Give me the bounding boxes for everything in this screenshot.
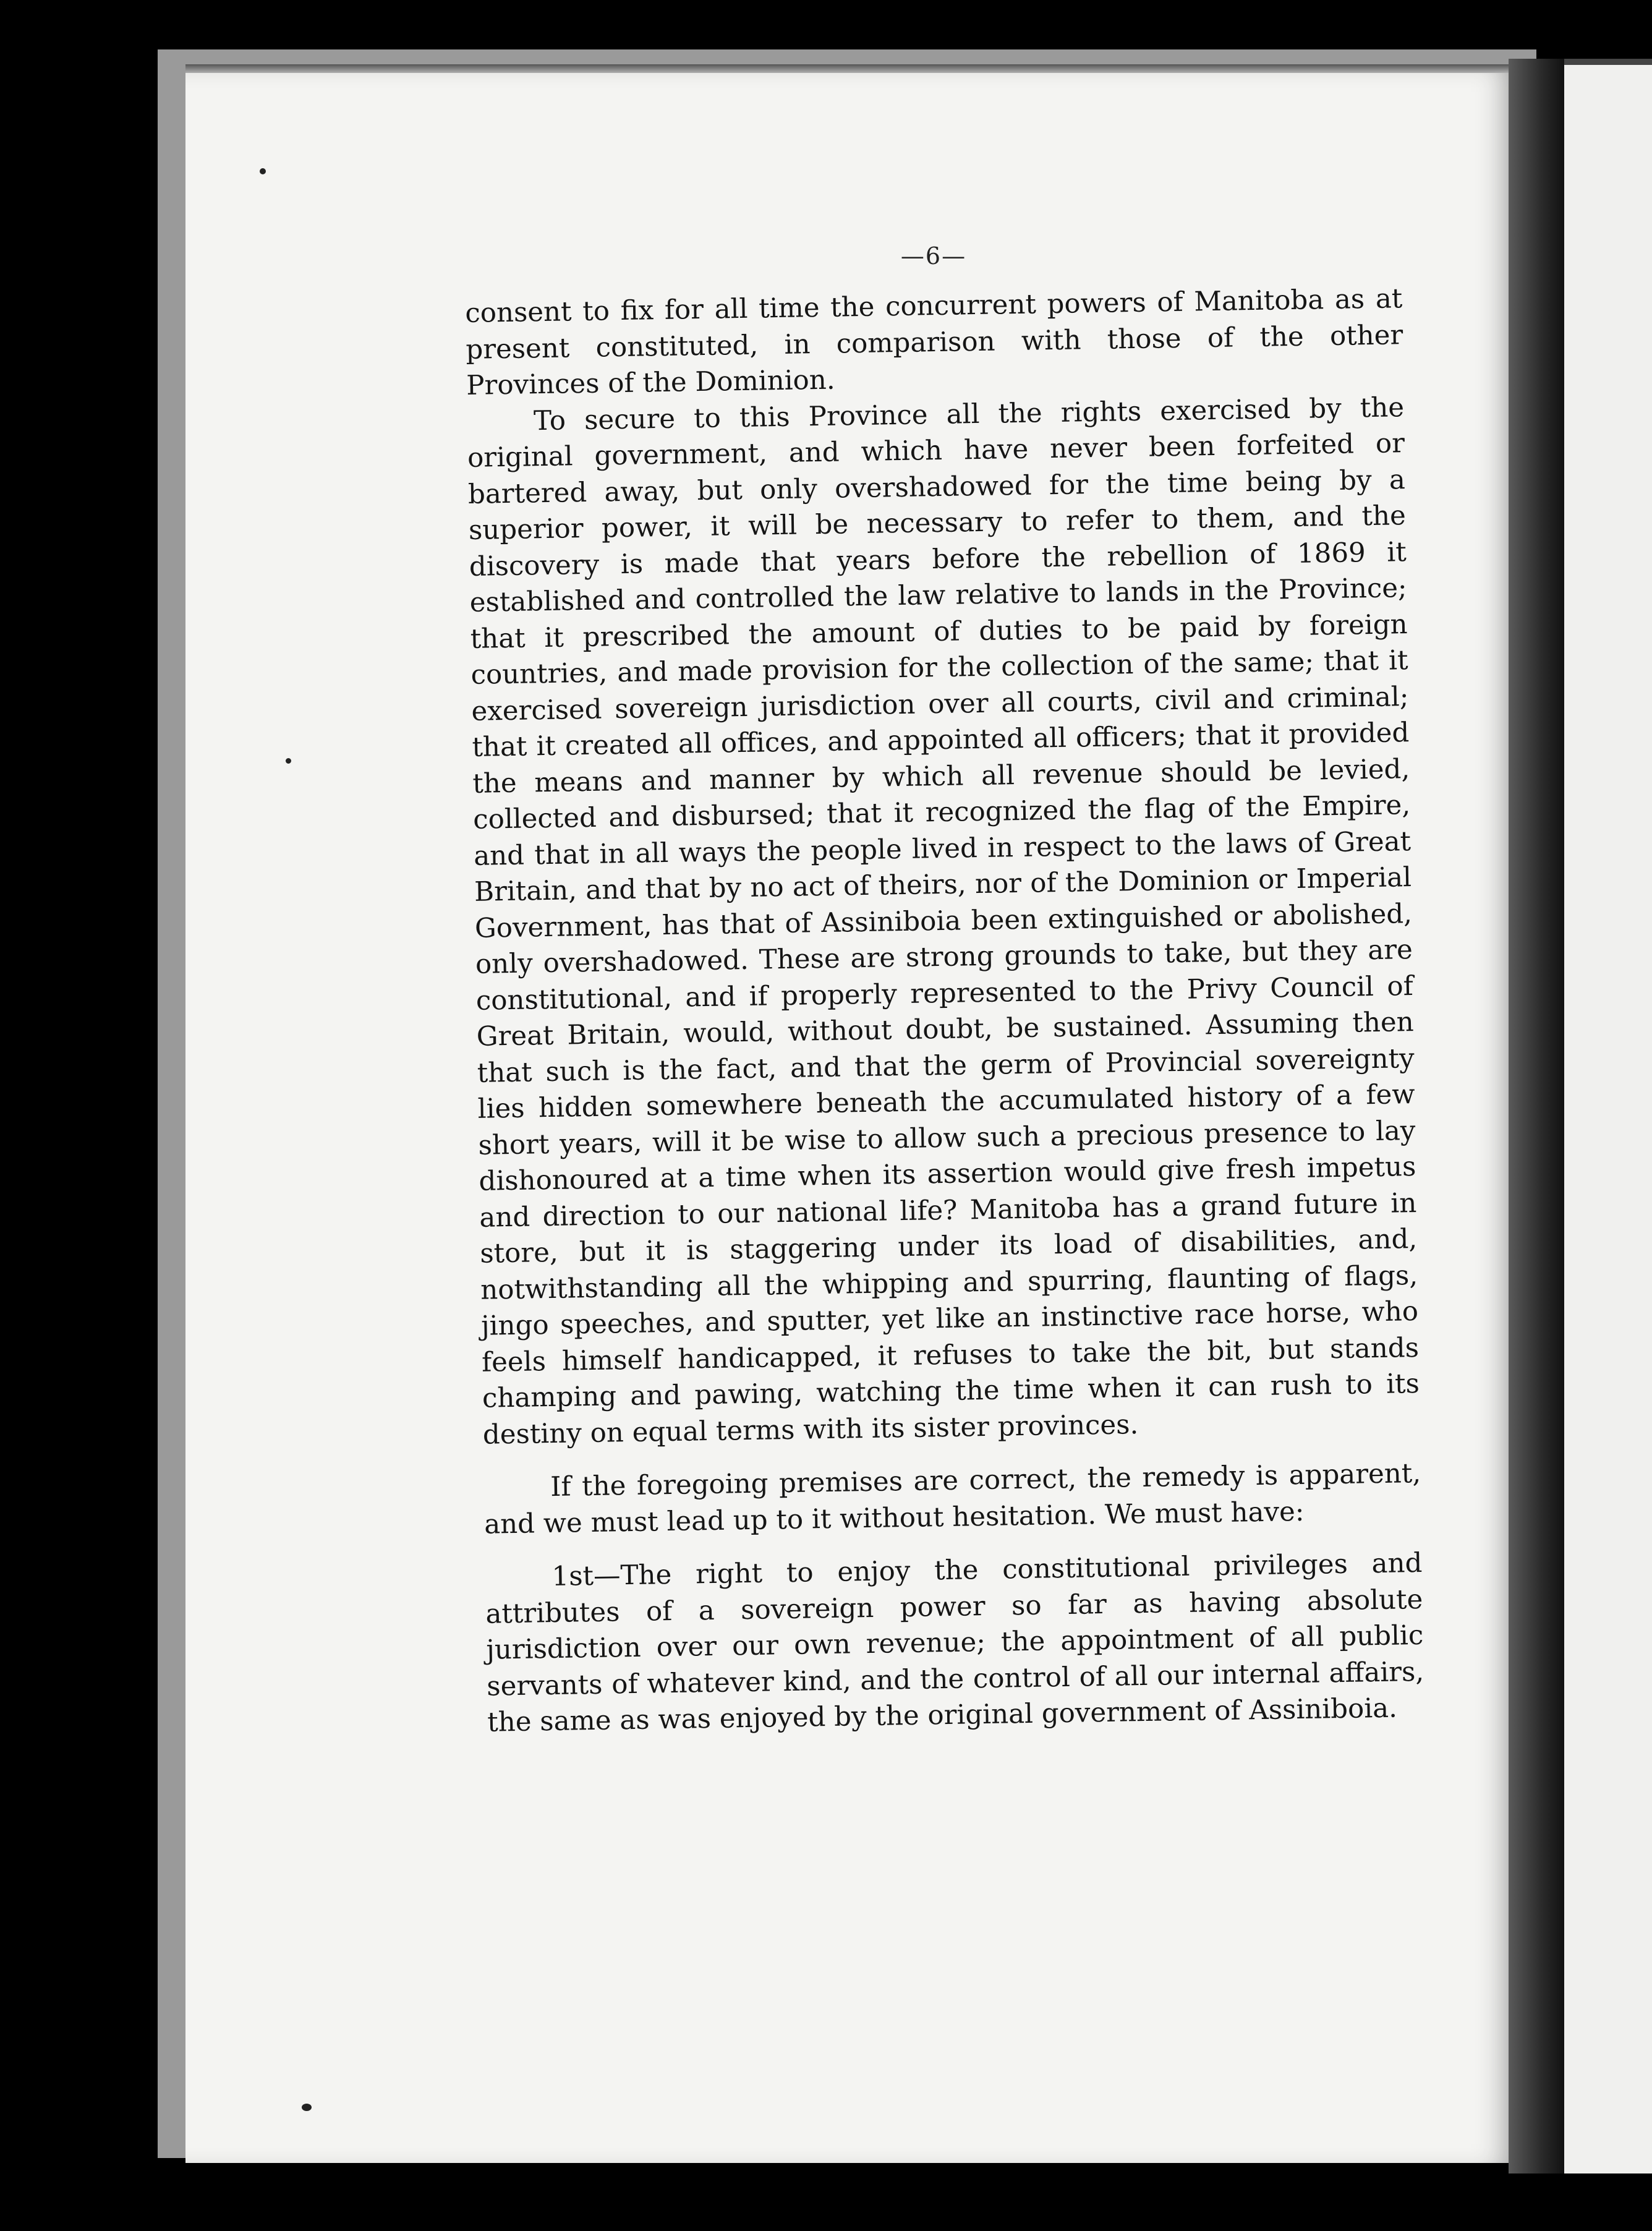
page-number: —6— (900, 242, 967, 270)
scan-speck (286, 758, 291, 764)
paragraph-2: To secure to this Province all the rights exercised by the original government, and which have never been forfeited or bartered away, but only overshadowed for the time being by a superior power, it will be necessary to refer to them, and the discovery is made that years before the rebellion of 1869 it established and controlled the law relative to lands in the Province; that it prescribed the amount of duties to be paid by foreign countries, and made provision for the collection of the same; that it exercised sovereign jurisdiction over all courts, civil and criminal; that it created all offices, and appointed all officers; that it provided the means and manner by which all revenue should be levied, collected and disbursed; that it recognized the flag of the Empire, and that in all ways the people lived in respect to the laws of Great Britain, and that by no act of theirs, nor of the Dominion or Imperial Government, has that of Assiniboia been extinguished or abolished, only overshadowed. These are strong grounds to take, but they are constitutional, and if properly represented to the Privy Council of Great Britain, would, without doubt, be sustained. Assuming then that such is the fact, and that the germ of Provincial sovereignty lies hidden somewhere beneath the accumulated history of a few short years, will it be wise to allow such a precious presence to lay dishonoured at a time when its assertion would give fresh impetus and direction to our national life? Manitoba has a grand future in store, but it is staggering under its load of disabilities, and, notwithstanding all the whipping and spurring, flaunting of flags, jingo speeches, and sputter, yet like an instinctive race horse, who feels himself handicapped, it refuses to take the bit, but stands champing and pawing, watching the time when it can rush to its destiny on equal terms with its sister provinces. (467, 391, 1420, 1451)
book-gutter (1509, 59, 1564, 2173)
paragraph-4: 1st—The right to enjoy the constitutional privileges and attributes of a sovereign power so far as having absolute jurisdiction over our own revenue; the appointment of all public servants of whatever kind, and the control of all our internal affairs, the same as was enjoyed by the original government of Assiniboia. (485, 1547, 1424, 1738)
scan-speck (260, 168, 266, 174)
facing-page-edge (1564, 59, 1652, 2173)
facing-page-top-edge (1564, 59, 1652, 65)
paragraph-3: If the foregoing premises are correct, the remedy is apparent, and we must lead up to it without hesitation. We must have: (483, 1457, 1421, 1540)
scan-speck (302, 2104, 312, 2111)
body-text (465, 281, 1425, 1741)
paragraph-1: consent to fix for all time the concurrent powers of Manitoba as at present constituted, in comparison with those of the other Provinces of the Dominion. (465, 283, 1403, 401)
